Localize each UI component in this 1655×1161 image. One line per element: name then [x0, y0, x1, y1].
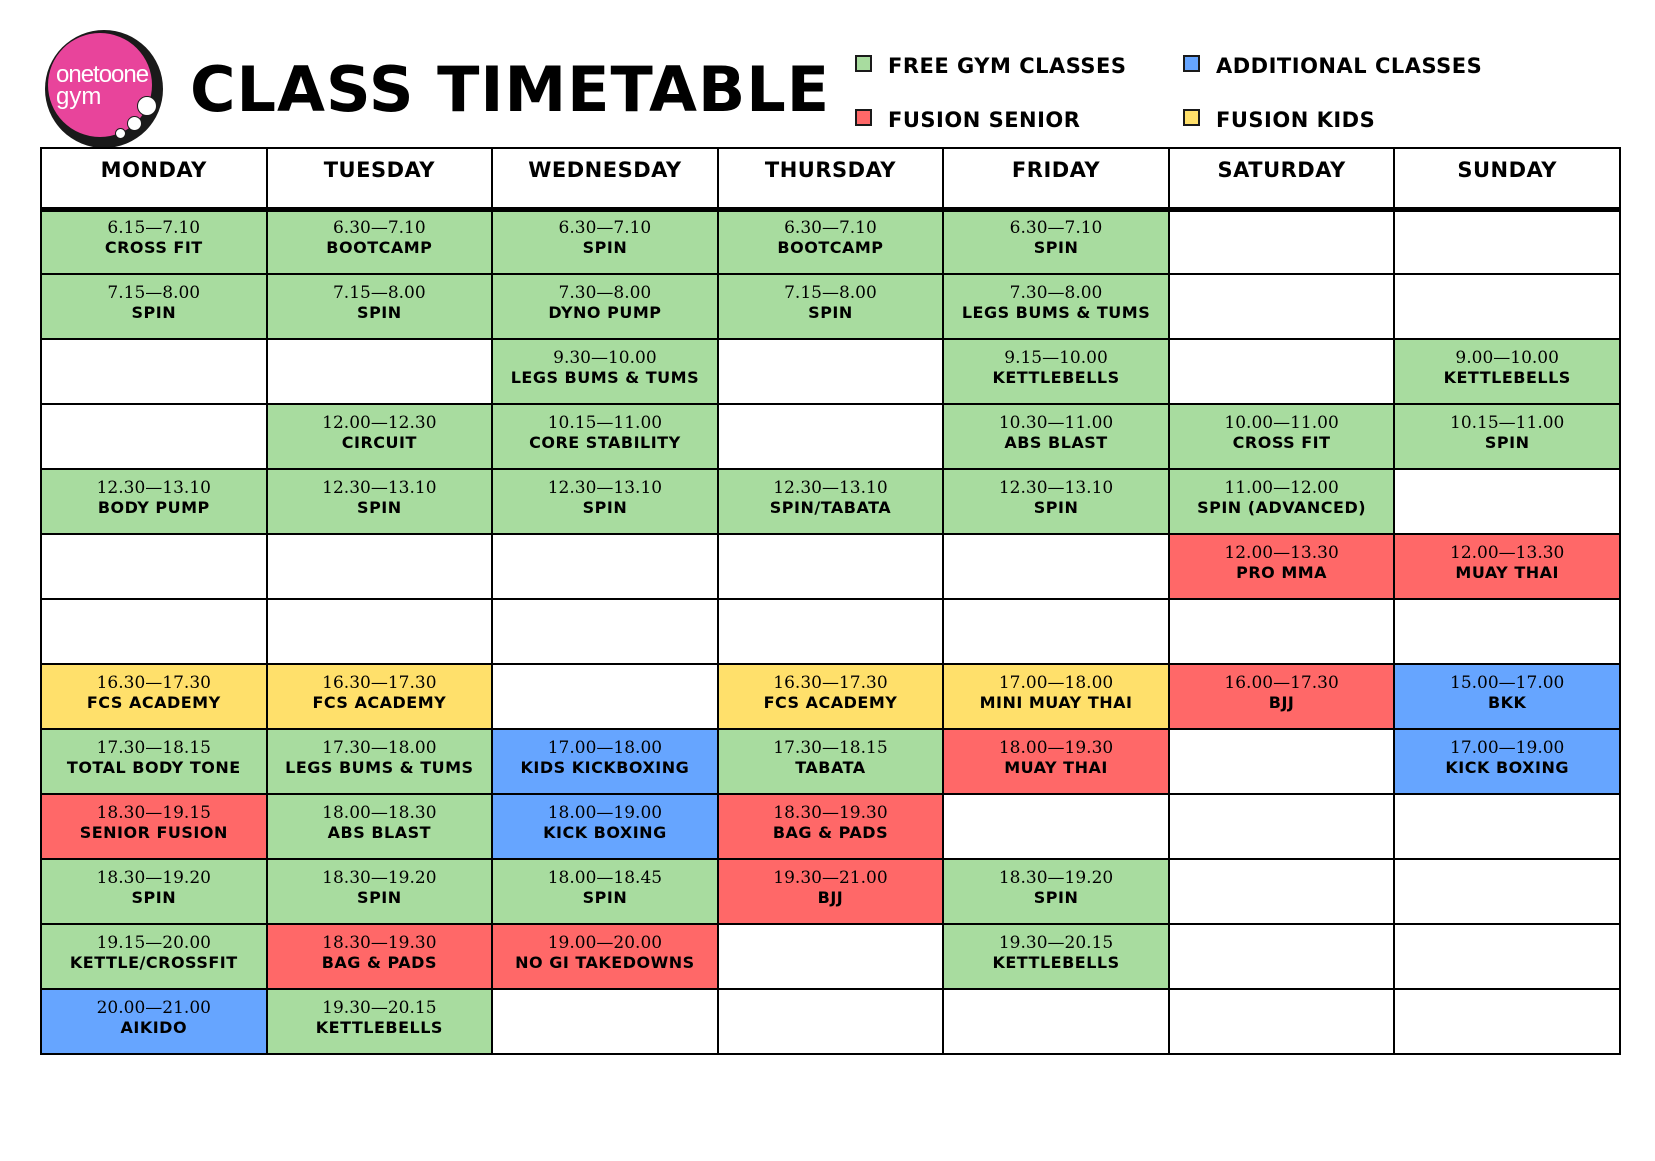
legend-label: FUSION SENIOR [888, 108, 1081, 132]
slot-time: 18.30—19.20 [998, 867, 1114, 888]
empty-slot [1169, 859, 1395, 924]
legend-swatch-kids [1183, 109, 1200, 126]
class-slot [41, 794, 267, 859]
slot-class-name: BJJ [817, 887, 844, 907]
day-header-wednesday: WEDNESDAY [492, 148, 718, 209]
class-slot [718, 859, 944, 924]
slot-time: 12.30—13.10 [322, 477, 437, 498]
slot-class-name: CORE STABILITY [529, 432, 681, 452]
class-slot [41, 274, 267, 339]
class-slot [943, 404, 1169, 469]
slot-time: 18.00—18.30 [322, 802, 437, 823]
class-slot [267, 664, 493, 729]
slot-class-name: KICK BOXING [543, 822, 667, 842]
class-slot [718, 209, 944, 274]
slot-class-name: PRO MMA [1236, 562, 1328, 582]
slot-class-name: SPIN (ADVANCED) [1197, 497, 1367, 517]
class-slot [267, 989, 493, 1054]
slot-class-name: BJJ [1268, 692, 1295, 712]
empty-slot [718, 404, 944, 469]
empty-slot [1169, 794, 1395, 859]
gym-logo [45, 30, 163, 148]
class-slot [718, 729, 944, 794]
day-header-thursday: THURSDAY [718, 148, 944, 209]
slot-class-name: BAG & PADS [772, 822, 889, 842]
slot-time: 6.30—7.10 [332, 218, 426, 239]
empty-slot [1394, 469, 1620, 534]
empty-slot [1394, 989, 1620, 1054]
slot-time: 16.30—17.30 [773, 672, 888, 693]
slot-class-name: SPIN [808, 302, 853, 322]
class-slot [41, 469, 267, 534]
empty-slot [1394, 794, 1620, 859]
class-slot [1169, 534, 1395, 599]
class-slot [41, 209, 267, 274]
slot-class-name: TABATA [795, 757, 866, 777]
class-slot [267, 794, 493, 859]
class-slot [1394, 339, 1620, 404]
slot-time: 10.15—11.00 [1450, 412, 1565, 433]
slot-time: 12.00—13.30 [1450, 542, 1565, 563]
slot-class-name: FCS ACADEMY [312, 692, 447, 712]
empty-slot [267, 534, 493, 599]
empty-slot [1169, 729, 1395, 794]
legend-item-free [855, 52, 1127, 80]
class-slot [1394, 664, 1620, 729]
timetable-row [41, 274, 1620, 339]
timetable-body [41, 209, 1620, 1054]
slot-time: 17.00—18.00 [998, 672, 1114, 693]
slot-time: 15.00—17.00 [1450, 672, 1565, 693]
slot-class-name: BODY PUMP [97, 497, 210, 517]
class-slot [267, 274, 493, 339]
slot-class-name: AIKIDO [120, 1017, 188, 1037]
legend-swatch-additional [1183, 55, 1200, 72]
logo-dot-large [137, 96, 157, 116]
class-slot [267, 729, 493, 794]
slot-time: 19.00—20.00 [547, 932, 663, 953]
slot-class-name: ABS BLAST [1004, 432, 1108, 452]
class-slot [1169, 664, 1395, 729]
empty-slot [718, 924, 944, 989]
empty-slot [718, 534, 944, 599]
slot-class-name: SPIN [357, 887, 402, 907]
slot-time: 18.00—19.30 [998, 737, 1114, 758]
class-slot [492, 274, 718, 339]
slot-class-name: CROSS FIT [104, 238, 203, 258]
class-slot [718, 274, 944, 339]
timetable-row [41, 729, 1620, 794]
empty-slot [492, 534, 718, 599]
slot-time: 6.30—7.10 [1009, 218, 1103, 239]
empty-slot [943, 534, 1169, 599]
class-slot [943, 274, 1169, 339]
logo-dot-small [115, 128, 126, 139]
class-slot [492, 209, 718, 274]
empty-slot [1394, 924, 1620, 989]
slot-class-name: SPIN [582, 238, 628, 258]
slot-time: 9.30—10.00 [553, 347, 657, 368]
slot-class-name: SPIN [582, 497, 628, 517]
slot-time: 12.00—13.30 [1224, 542, 1339, 563]
empty-slot [492, 664, 718, 729]
slot-class-name: NO GI TAKEDOWNS [515, 952, 695, 972]
slot-time: 12.30—13.10 [773, 477, 888, 498]
slot-class-name: SPIN [582, 887, 628, 907]
slot-time: 16.00—17.30 [1224, 672, 1339, 693]
timetable-row [41, 404, 1620, 469]
timetable-row [41, 859, 1620, 924]
slot-class-name: CIRCUIT [341, 432, 417, 452]
empty-slot [1394, 859, 1620, 924]
legend-label: ADDITIONAL CLASSES [1216, 54, 1483, 78]
slot-class-name: FCS ACADEMY [763, 692, 898, 712]
slot-class-name: ABS BLAST [327, 822, 432, 842]
empty-slot [718, 599, 944, 664]
slot-class-name: BAG & PADS [321, 952, 437, 972]
logo-dot-medium [127, 116, 142, 131]
slot-time: 18.30—19.30 [773, 802, 888, 823]
empty-slot [1169, 339, 1395, 404]
slot-time: 18.00—19.00 [547, 802, 663, 823]
class-slot [943, 859, 1169, 924]
class-slot [718, 469, 944, 534]
timetable-row [41, 924, 1620, 989]
slot-time: 6.15—7.10 [107, 218, 201, 239]
class-slot [41, 924, 267, 989]
slot-time: 10.15—11.00 [547, 412, 663, 433]
slot-class-name: SPIN [1033, 887, 1079, 907]
slot-time: 18.30—19.30 [322, 932, 437, 953]
slot-time: 7.30—8.00 [558, 282, 652, 303]
slot-class-name: LEGS BUMS & TUMS [510, 367, 700, 387]
slot-time: 12.30—13.10 [547, 477, 663, 498]
empty-slot [1169, 274, 1395, 339]
slot-class-name: KICK BOXING [1445, 757, 1569, 777]
slot-class-name: KIDS KICKBOXING [520, 757, 690, 777]
class-slot [943, 339, 1169, 404]
empty-slot [943, 599, 1169, 664]
empty-slot [41, 599, 267, 664]
slot-time: 19.30—20.15 [998, 932, 1114, 953]
slot-time: 7.15—8.00 [107, 282, 201, 303]
slot-time: 19.30—20.15 [322, 997, 437, 1018]
class-slot [492, 924, 718, 989]
timetable-row [41, 209, 1620, 274]
class-slot [943, 209, 1169, 274]
slot-class-name: SPIN [131, 302, 177, 322]
slot-time: 17.00—18.00 [547, 737, 663, 758]
class-slot [1394, 404, 1620, 469]
slot-time: 17.00—19.00 [1450, 737, 1565, 758]
slot-class-name: MUAY THAI [1455, 562, 1559, 582]
slot-time: 9.00—10.00 [1455, 347, 1559, 368]
empty-slot [1394, 274, 1620, 339]
slot-time: 18.00—18.45 [547, 867, 663, 888]
slot-class-name: SPIN [131, 887, 177, 907]
class-slot [943, 664, 1169, 729]
slot-class-name: TOTAL BODY TONE [66, 757, 241, 777]
class-slot [1394, 534, 1620, 599]
legend-item-additional [1183, 52, 1482, 80]
empty-slot [943, 794, 1169, 859]
slot-class-name: BKK [1487, 692, 1527, 712]
class-slot [1169, 404, 1395, 469]
class-slot [267, 859, 493, 924]
class-slot [1169, 469, 1395, 534]
slot-time: 7.15—8.00 [332, 282, 426, 303]
timetable-row [41, 339, 1620, 404]
class-slot [267, 924, 493, 989]
slot-class-name: KETTLEBELLS [992, 952, 1120, 972]
class-slot [492, 404, 718, 469]
day-header-saturday: SATURDAY [1169, 148, 1395, 209]
class-slot [943, 729, 1169, 794]
class-slot [41, 664, 267, 729]
slot-time: 6.30—7.10 [784, 218, 877, 239]
empty-slot [41, 339, 267, 404]
empty-slot [718, 339, 944, 404]
page-title: CLASS TIMETABLE [190, 53, 831, 126]
slot-class-name: BOOTCAMP [326, 238, 433, 258]
class-slot [492, 729, 718, 794]
class-slot [267, 404, 493, 469]
slot-time: 12.00—12.30 [322, 412, 437, 433]
slot-time: 12.30—13.10 [96, 477, 211, 498]
logo-text-line1: onetoone [56, 61, 149, 88]
class-slot [943, 924, 1169, 989]
slot-class-name: SPIN/TABATA [769, 497, 892, 517]
slot-class-name: CROSS FIT [1232, 432, 1331, 452]
class-slot [41, 729, 267, 794]
slot-time: 17.30—18.00 [322, 737, 437, 758]
legend-label: FREE GYM CLASSES [888, 54, 1127, 78]
slot-time: 16.30—17.30 [96, 672, 211, 693]
slot-time: 11.00—12.00 [1224, 477, 1339, 498]
slot-time: 18.30—19.20 [322, 867, 437, 888]
slot-class-name: SPIN [1033, 238, 1079, 258]
class-slot [267, 209, 493, 274]
slot-time: 17.30—18.15 [96, 737, 211, 758]
class-slot [492, 794, 718, 859]
slot-time: 20.00—21.00 [96, 997, 211, 1018]
slot-time: 9.15—10.00 [1004, 347, 1108, 368]
class-slot [718, 664, 944, 729]
slot-class-name: BOOTCAMP [777, 238, 884, 258]
class-slot [492, 859, 718, 924]
logo-text-line2: gym [56, 83, 102, 110]
slot-class-name: KETTLEBELLS [1443, 367, 1571, 387]
slot-class-name: KETTLEBELLS [315, 1017, 443, 1037]
day-header-row [41, 148, 1620, 209]
slot-time: 16.30—17.30 [322, 672, 437, 693]
day-header-tuesday: TUESDAY [267, 148, 493, 209]
day-header-sunday: SUNDAY [1394, 148, 1620, 209]
class-timetable [40, 147, 1621, 1055]
empty-slot [1394, 209, 1620, 274]
class-slot [943, 469, 1169, 534]
class-slot [41, 859, 267, 924]
class-slot [718, 794, 944, 859]
class-slot [41, 989, 267, 1054]
timetable-row [41, 794, 1620, 859]
class-slot [492, 339, 718, 404]
legend-item-senior [855, 106, 1080, 134]
slot-class-name: SPIN [1033, 497, 1079, 517]
class-slot [267, 469, 493, 534]
slot-class-name: SPIN [357, 497, 402, 517]
legend-item-kids [1183, 106, 1375, 134]
slot-time: 10.30—11.00 [998, 412, 1114, 433]
slot-class-name: SPIN [357, 302, 402, 322]
timetable-row [41, 599, 1620, 664]
slot-class-name: KETTLEBELLS [992, 367, 1120, 387]
slot-class-name: SPIN [1484, 432, 1530, 452]
slot-time: 17.30—18.15 [773, 737, 888, 758]
slot-time: 18.30—19.20 [96, 867, 211, 888]
slot-time: 7.15—8.00 [784, 282, 877, 303]
slot-time: 19.30—21.00 [773, 867, 888, 888]
slot-class-name: DYNO PUMP [548, 302, 662, 322]
legend-swatch-senior [855, 109, 872, 126]
empty-slot [1169, 209, 1395, 274]
empty-slot [718, 989, 944, 1054]
empty-slot [41, 534, 267, 599]
slot-time: 18.30—19.15 [96, 802, 211, 823]
slot-class-name: LEGS BUMS & TUMS [285, 757, 474, 777]
slot-class-name: KETTLE/CROSSFIT [69, 952, 238, 972]
empty-slot [943, 989, 1169, 1054]
timetable-row [41, 664, 1620, 729]
slot-time: 10.00—11.00 [1224, 412, 1339, 433]
slot-class-name: MUAY THAI [1004, 757, 1108, 777]
class-slot [492, 469, 718, 534]
slot-class-name: LEGS BUMS & TUMS [961, 302, 1151, 322]
slot-time: 7.30—8.00 [1009, 282, 1103, 303]
day-header-friday: FRIDAY [943, 148, 1169, 209]
legend-label: FUSION KIDS [1216, 108, 1376, 132]
slot-class-name: FCS ACADEMY [86, 692, 221, 712]
timetable-row [41, 989, 1620, 1054]
empty-slot [1394, 599, 1620, 664]
empty-slot [1169, 924, 1395, 989]
empty-slot [492, 599, 718, 664]
day-header-monday: MONDAY [41, 148, 267, 209]
timetable-row [41, 534, 1620, 599]
slot-class-name: MINI MUAY THAI [979, 692, 1133, 712]
slot-time: 19.15—20.00 [96, 932, 211, 953]
empty-slot [267, 339, 493, 404]
slot-class-name: SENIOR FUSION [79, 822, 228, 842]
empty-slot [1169, 599, 1395, 664]
empty-slot [41, 404, 267, 469]
empty-slot [492, 989, 718, 1054]
slot-time: 12.30—13.10 [998, 477, 1114, 498]
class-slot [1394, 729, 1620, 794]
empty-slot [1169, 989, 1395, 1054]
empty-slot [267, 599, 493, 664]
slot-time: 6.30—7.10 [558, 218, 652, 239]
legend-swatch-free [855, 55, 872, 72]
timetable-row [41, 469, 1620, 534]
